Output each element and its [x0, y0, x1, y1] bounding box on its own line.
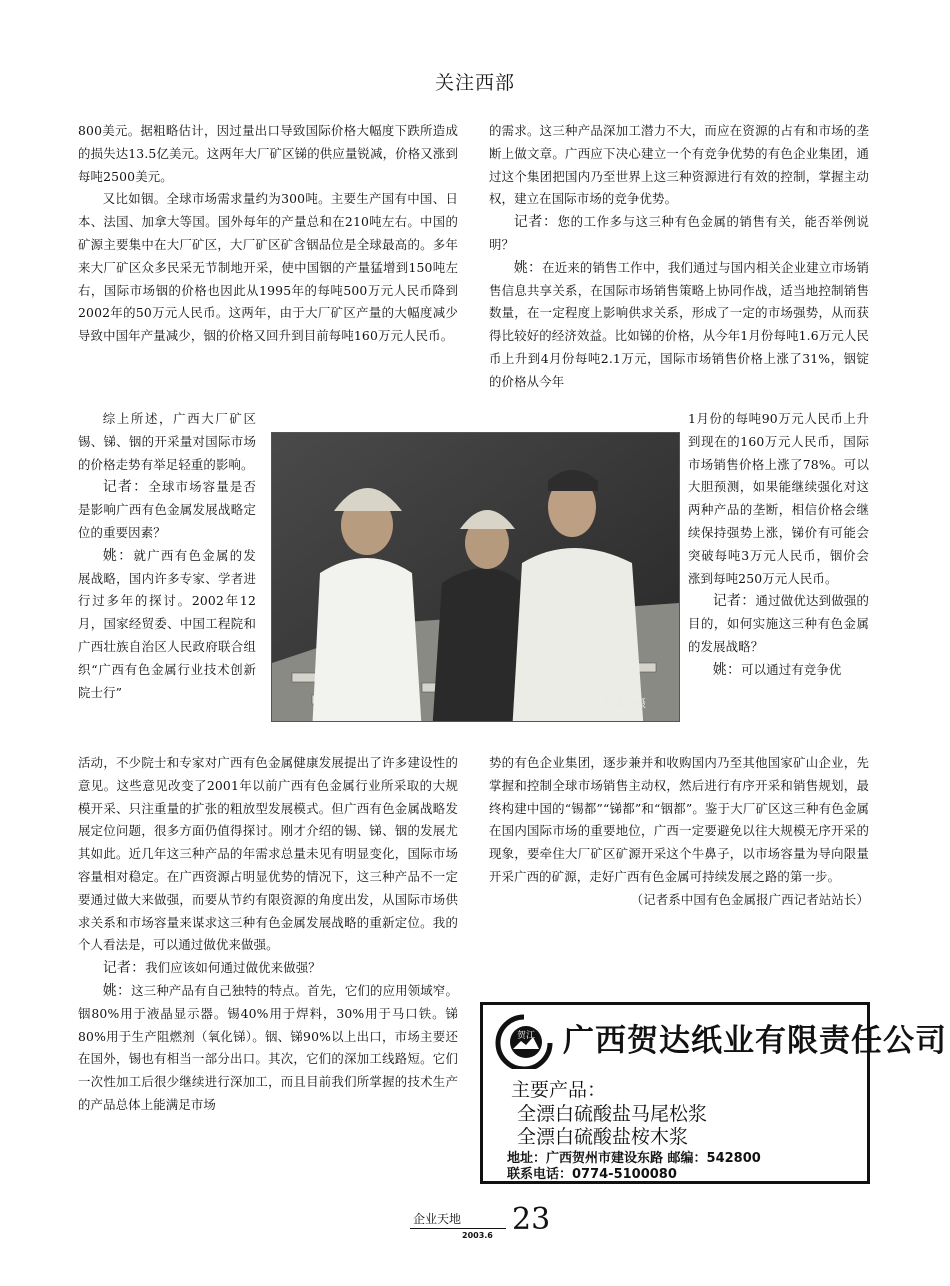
right-column-mid [688, 408, 869, 682]
page-number: 23 [512, 1202, 551, 1237]
answer-text: 在近来的销售工作中，我们通过与国内相关企业建立市场销售信息共享关系，在国际市场销售策略上协同作战，适当地控制销售数量，在一定程度上影响供求关系，形成了一定的市场强势，从而获得比较好的经济效益。比如锑的价格，从今年1月份每吨1.6万元人民币上升到4月份每吨2.1万元，国际市场销售价格上涨了31%，铟锭的价格从今年 [489, 259, 869, 389]
author-credit: （记者系中国有色金属报广西记者站站长） [630, 891, 869, 907]
paragraph: 综上所述，广西大厂矿区锡、锑、铟的开采量对国际市场的价格走势有举足轻重的影响。 [78, 411, 256, 472]
left-column-top [78, 120, 458, 348]
product-item: 全漂白硫酸盐桉木浆 [517, 1126, 689, 1148]
paragraph: 又比如铟。全球市场需求量约为300吨。主要生产国有中国、日本、法国、加拿大等国。国外每年的产量总和在210吨左右。中国的矿源主要集中在大厂矿区，大厂矿区矿含铟品位是全球最高的。多年来大厂矿区众多民采无节制地开采，使中国铟的产量猛增到150吨左右，国际市场铟的价格也因此从1995年的每吨500万元人民币降到2002年的50万元人民币。这两年，由于大厂矿区产量的大幅度减少导致中国年产量减少，铟的价格又回升到目前每吨160万元人民币。 [78, 191, 458, 344]
right-column-bottom [489, 752, 869, 912]
qa-answer [78, 545, 256, 705]
photo-illustration [272, 433, 679, 721]
left-column-mid [78, 408, 256, 704]
magazine-name: 企业天地 [413, 1212, 462, 1226]
product-item: 全漂白硫酸盐马尾松浆 [517, 1103, 708, 1125]
interviewee-label: 姚： [102, 547, 134, 564]
logo-text: 贺江 [516, 1031, 536, 1041]
reporter-label: 记者： [102, 479, 149, 496]
footer-divider [410, 1228, 506, 1229]
page-header-title: 关注西部 [434, 72, 515, 94]
company-logo-icon [493, 1013, 555, 1069]
left-column-bottom [78, 752, 458, 1117]
answer-text: 这三种产品有自己独特的特点。首先，它们的应用领域窄。铟80%用于液晶显示器。锡40%用于焊料，30%用于马口铁。锑80%用于生产阻燃剂（氧化锑）。铟、锑90%以上出口，市场主要还在国外，锡也有相当一部分出口。其次，它们的深加工线路短。它们一次性加工后很少继续进行深加工，而且目前我们所掌握的技术生产的产品总体上能满足市场 [78, 982, 458, 1112]
qa-question [78, 476, 256, 544]
question-text: 全球市场容量是否是影响广西有色金属发展战略定位的重要因素？ [78, 479, 256, 540]
reporter-label: 记者： [712, 593, 756, 610]
reporter-label: 记者： [513, 214, 558, 231]
qa-answer [489, 257, 869, 394]
reporter-label: 记者： [102, 960, 146, 977]
company-name: 广西贺达纸业有限责任公司 [563, 1023, 947, 1059]
qa-question [78, 957, 458, 980]
paragraph: 800美元。据粗略估计，因过量出口导致国际价格大幅度下跌所造成的损失达13.5亿美元。这两年大厂矿区锑的供应量锐减，价格又涨到每吨2500美元。 [78, 123, 458, 184]
interviewee-label: 姚： [102, 982, 132, 999]
paragraph: 的需求。这三种产品深加工潜力不大，而应在资源的占有和市场的垄断上做文章。广西应下决心建立一个有竞争优势的有色企业集团，通过这个集团把国内乃至世界上这三种资源进行有效的控制，掌握主动权，建立在国际市场的竞争优势。 [489, 123, 869, 207]
question-text: 通过做优达到做强的目的，如何实施这三种有色金属的发展战略？ [688, 593, 870, 654]
interviewee-label: 姚： [712, 661, 742, 678]
news-photo [271, 432, 680, 722]
paragraph: 活动，不少院士和专家对广西有色金属健康发展提出了许多建设性的意见。这些意见改变了2001年以前广西有色金属行业所采取的大规模开采、只注重量的扩张的粗放型发展模式。但广西有色金属战略发展定位问题，很多方面仍值得探讨。刚才介绍的锡、锑、铟的发展尤其如此。近几年这三种产品的年需求总量未见有明显变化，国际市场容量相对稳定。在广西资源占明显优势的情况下，这三种产品不一定要通过做大来做强，而要从节约有限资源的角度出发，从国际市场供求关系和市场容量来谋求这三种有色金属发展战略的重新定位。我的个人看法是，可以通过做优来做强。 [78, 755, 458, 953]
interviewee-label: 姚： [513, 259, 543, 276]
paragraph: 势的有色企业集团，逐步兼并和收购国内乃至其他国家矿山企业，先掌握和控制全球市场销售主动权，然后进行有序开采和销售规划，最终构建中国的“锡都”“锑都”和“铟都”。鉴于大厂矿区这三种有色金属在国内国际市场的重要地位，广西一定要避免以往大规模无序开采的现象，要牵住大厂矿区矿源开采这个牛鼻子，以市场容量为导向限量开采广西的矿源，走好广西有色金属可持续发展之路的第一步。 [489, 755, 869, 884]
issue-date: 2003.6 [462, 1231, 493, 1240]
qa-question [688, 590, 869, 658]
products-label: 主要产品： [511, 1079, 607, 1101]
photo-credit: 韦继明摄 [602, 697, 646, 710]
company-phone: 联系电话：0774-5100080 [507, 1167, 677, 1182]
qa-answer [78, 980, 458, 1117]
question-text: 我们应该如何通过做优来做强？ [145, 960, 321, 976]
qa-question [489, 211, 869, 257]
advertisement-box [480, 1002, 947, 1184]
paragraph: 1月份的每吨90万元人民币上升到现在的160万元人民币，国际市场销售价格上涨了78%。可以大胆预测，如果能继续强化对这两种产品的垄断，相信价格会继续保持强势上涨，锑价有可能会突破每吨3万元人民币，铟价会涨到每吨250万元人民币。 [688, 411, 869, 586]
question-text: 您的工作多与这三种有色金属的销售有关，能否举例说明？ [489, 214, 869, 252]
qa-answer [688, 659, 869, 682]
answer-text: 可以通过有竞争优 [741, 661, 842, 677]
right-column-top [489, 120, 869, 394]
company-address: 地址：广西贺州市建设东路 邮编：542800 [507, 1151, 761, 1166]
answer-text: 就广西有色金属的发展战略，国内许多专家、学者进行过多年的探讨。2002年12月，国家经贸委、中国工程院和广西壮族自治区人民政府联合组织“广西有色金属行业技术创新院士行” [78, 547, 256, 700]
